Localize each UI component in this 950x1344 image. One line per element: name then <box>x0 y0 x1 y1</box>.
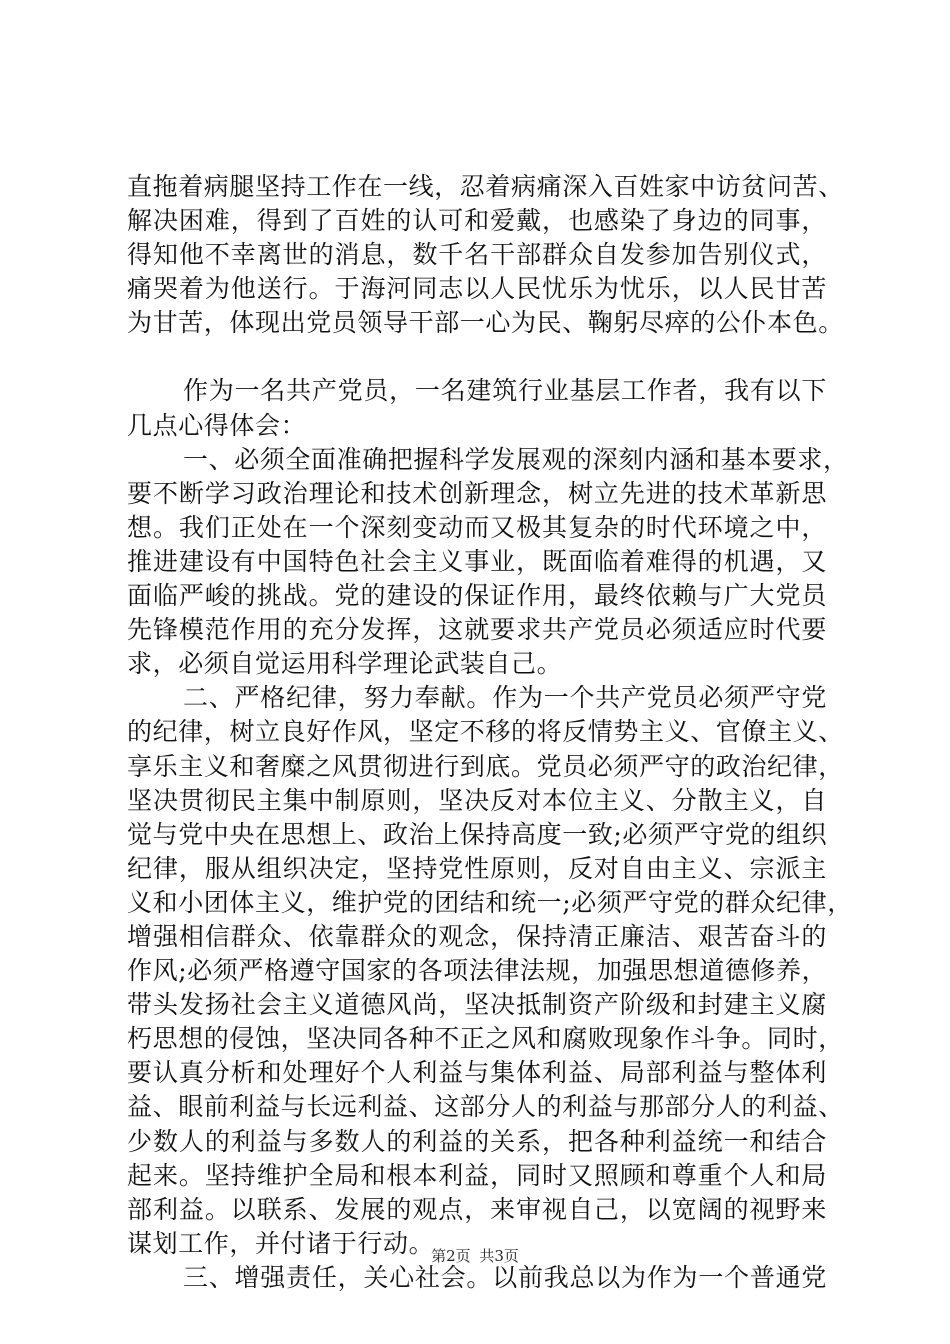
text-line: 要认真分析和处理好个人利益与集体利益、局部利益与整体利 <box>127 1058 827 1088</box>
text-line: 的纪律，树立良好作风，坚定不移的将反情势主义、官僚主义、 <box>127 717 844 747</box>
text-line: 推进建设有中国特色社会主义事业，既面临着难得的机遇，又 <box>127 546 827 576</box>
text-line: 一、必须全面准确把握科学发展观的深刻内涵和基本要求， <box>183 444 849 474</box>
text-line: 解决困难，得到了百姓的认可和爱戴，也感染了身边的同事， <box>127 206 827 236</box>
text-line: 作风;必须严格遵守国家的各项法律法规，加强思想道德修养， <box>127 956 828 986</box>
text-line: 谋划工作，并付诸于行动。 <box>127 1228 435 1258</box>
text-line: 坚决贯彻民主集中制原则，坚决反对本位主义、分散主义，自 <box>127 785 827 815</box>
paragraph-gap <box>127 340 827 374</box>
text-line: 三、增强责任，关心社会。以前我总以为作为一个普通党 <box>183 1262 827 1292</box>
paragraph-point-three <box>127 1261 827 1295</box>
paragraph-continuation <box>127 170 844 340</box>
text-line: 作为一名共产党员，一名建筑行业基层工作者，我有以下 <box>183 376 827 406</box>
text-line: 部利益。以联系、发展的观点，来审视自己，以宽阔的视野来 <box>127 1194 827 1224</box>
text-line: 求，必须自觉运用科学理论武装自己。 <box>127 649 563 679</box>
page-total: 共3页 <box>479 1247 519 1265</box>
page-footer <box>0 1245 950 1266</box>
text-line: 得知他不幸离世的消息，数千名干部群众自发参加告别仪式， <box>127 240 827 270</box>
text-line: 面临严峻的挑战。党的建设的保证作用，最终依赖与广大党员 <box>127 581 827 611</box>
text-line: 想。我们正处在一个深刻变动而又极其复杂的时代环境之中， <box>127 512 827 542</box>
text-line: 增强相信群众、依靠群众的观念，保持清正廉洁、艰苦奋斗的 <box>127 921 827 951</box>
text-line: 朽思想的侵蚀，坚决同各种不正之风和腐败现象作斗争。同时， <box>127 1024 844 1054</box>
text-line: 痛哭着为他送行。于海河同志以人民忧乐为忧乐，以人民甘苦 <box>127 274 827 304</box>
text-line: 享乐主义和奢糜之风贯彻进行到底。党员必须严守的政治纪律， <box>127 751 844 781</box>
document-body <box>127 170 853 1295</box>
text-line: 要不断学习政治理论和技术创新理念，树立先进的技术革新思 <box>127 478 827 508</box>
text-line: 义和小团体主义，维护党的团结和统一;必须严守党的群众纪律， <box>127 887 853 917</box>
text-line: 觉与党中央在思想上、政治上保持高度一致;必须严守党的组织 <box>127 819 828 849</box>
text-line: 二、严格纪律，努力奉献。作为一个共产党员必须严守党 <box>183 683 827 713</box>
paragraph-point-one <box>127 443 849 682</box>
text-line: 先锋模范作用的充分发挥，这就要求共产党员必须适应时代要 <box>127 615 827 645</box>
text-line: 纪律，服从组织决定，坚持党性原则，反对自由主义、宗派主 <box>127 853 827 883</box>
text-line: 几点心得体会： <box>127 410 307 440</box>
paragraph-point-two <box>127 681 853 1261</box>
text-line: 直拖着病腿坚持工作在一线，忍着病痛深入百姓家中访贫问苦、 <box>127 172 844 201</box>
text-line: 为甘苦，体现出党员领导干部一心为民、鞠躬尽瘁的公仆本色。 <box>127 308 844 338</box>
text-line: 益、眼前利益与长远利益、这部分人的利益与那部分人的利益、 <box>127 1092 844 1122</box>
text-line: 少数人的利益与多数人的利益的关系，把各种利益统一和结合 <box>127 1126 827 1156</box>
paragraph-intro <box>127 374 827 442</box>
text-line: 起来。坚持维护全局和根本利益，同时又照顾和尊重个人和局 <box>127 1160 827 1190</box>
page-number: 第2页 <box>431 1247 471 1265</box>
text-line: 带头发扬社会主义道德风尚，坚决抵制资产阶级和封建主义腐 <box>127 990 827 1020</box>
